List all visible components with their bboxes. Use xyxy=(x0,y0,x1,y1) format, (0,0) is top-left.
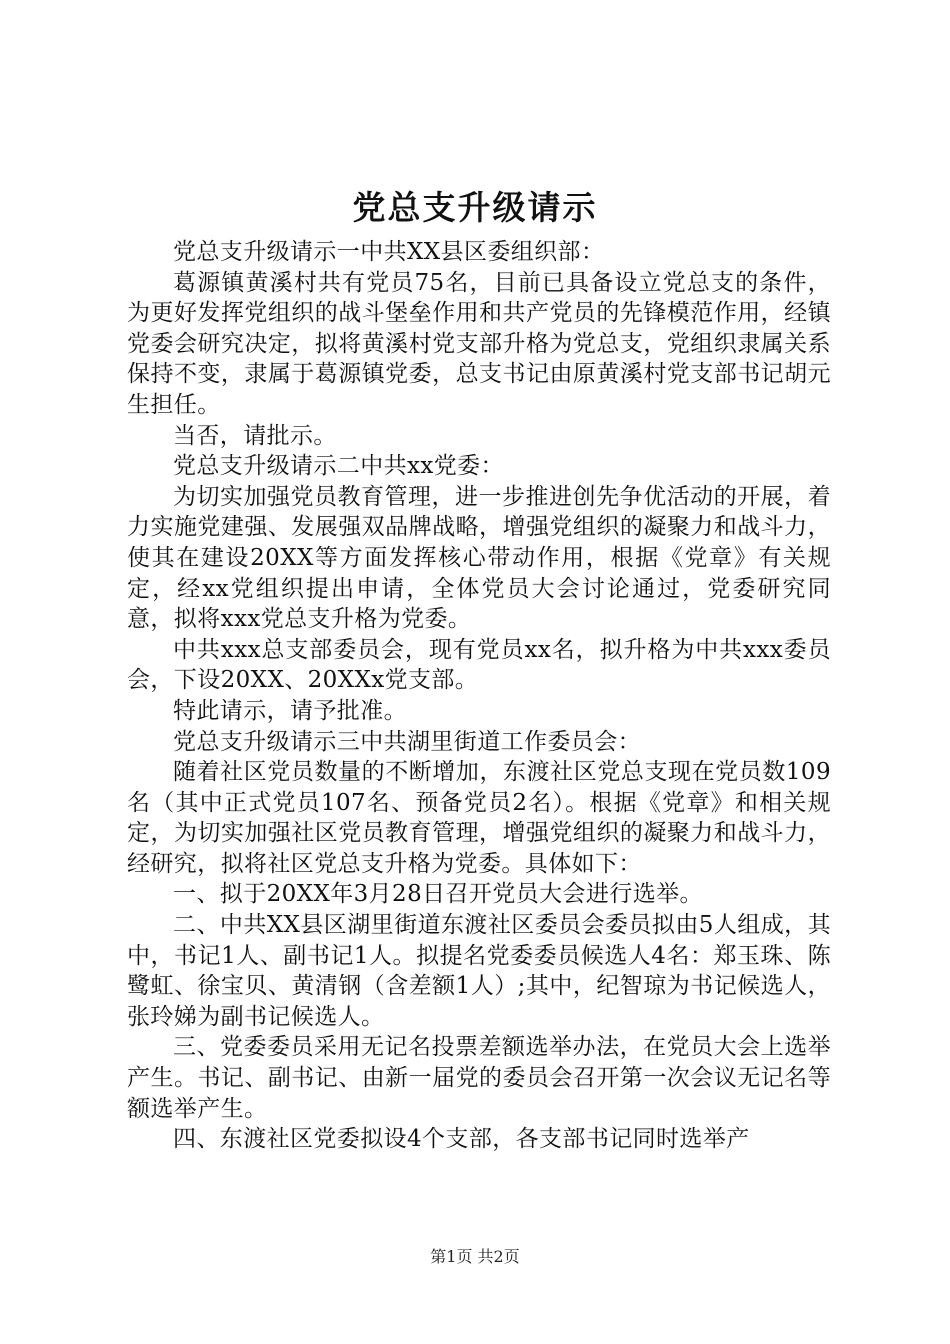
paragraph: 三、党委委员采用无记名投票差额选举办法，在党员大会上选举产生。书记、副书记、由新一届党的委员会召开第一次会议无记名等额选举产生。 xyxy=(127,1034,831,1122)
document-title: 党总支升级请示 xyxy=(352,188,598,227)
paragraph: 随着社区党员数量的不断增加，东渡社区党总支现在党员数109名（其中正式党员107名、预备党员2名）。根据《党章》和相关规定，为切实加强社区党员教育管理，增强党组织的凝聚力和战斗力，经研究，拟将社区党总支升格为党委。具体如下： xyxy=(127,759,831,877)
paragraph: 当否，请批示。 xyxy=(173,422,337,449)
paragraph: 中共xxx总支部委员会，现有党员xx名，拟升格为中共xxx委员会，下设20XX、20XXx党支部。 xyxy=(127,636,831,694)
paragraph: 为切实加强党员教育管理，进一步推进创先争优活动的开展，着力实施党建强、发展强双品牌战略，增强党组织的凝聚力和战斗力，使其在建设20XX等方面发挥核心带动作用，根据《党章》有关规定，经xx党组织提出申请，全体党员大会讨论通过，党委研究同意，拟将xxx党总支升格为党委。 xyxy=(127,483,831,633)
paragraph: 党总支升级请示二中共xx党委： xyxy=(173,453,504,480)
paragraph: 四、东渡社区党委拟设4个支部，各支部书记同时选举产 xyxy=(173,1126,750,1153)
document-body xyxy=(127,237,831,1155)
paragraph: 特此请示，请予批准。 xyxy=(173,697,407,724)
paragraph: 党总支升级请示一中共XX县区委组织部： xyxy=(173,239,605,265)
paragraph: 二、中共XX县区湖里街道东渡社区委员会委员拟由5人组成，其中，书记1人、副书记1人。拟提名党委委员候选人4名：郑玉珠、陈鹭虹、徐宝贝、黄清钢（含差额1人）;其中，纪智琼为书记候选人，张玲娣为副书记候选人。 xyxy=(127,912,831,1030)
page-footer: 第1页 共2页 xyxy=(430,1247,520,1266)
paragraph: 党总支升级请示三中共湖里街道工作委员会： xyxy=(173,728,641,755)
paragraph: 一、拟于20XX年3月28日召开党员大会进行选举。 xyxy=(173,881,703,908)
paragraph: 葛源镇黄溪村共有党员75名，目前已具备设立党总支的条件，为更好发挥党组织的战斗堡垒作用和共产党员的先锋模范作用，经镇党委会研究决定，拟将黄溪村党支部升格为党总支，党组织隶属关系保持不变，隶属于葛源镇党委，总支书记由原黄溪村党支部书记胡元生担任。 xyxy=(127,269,831,418)
